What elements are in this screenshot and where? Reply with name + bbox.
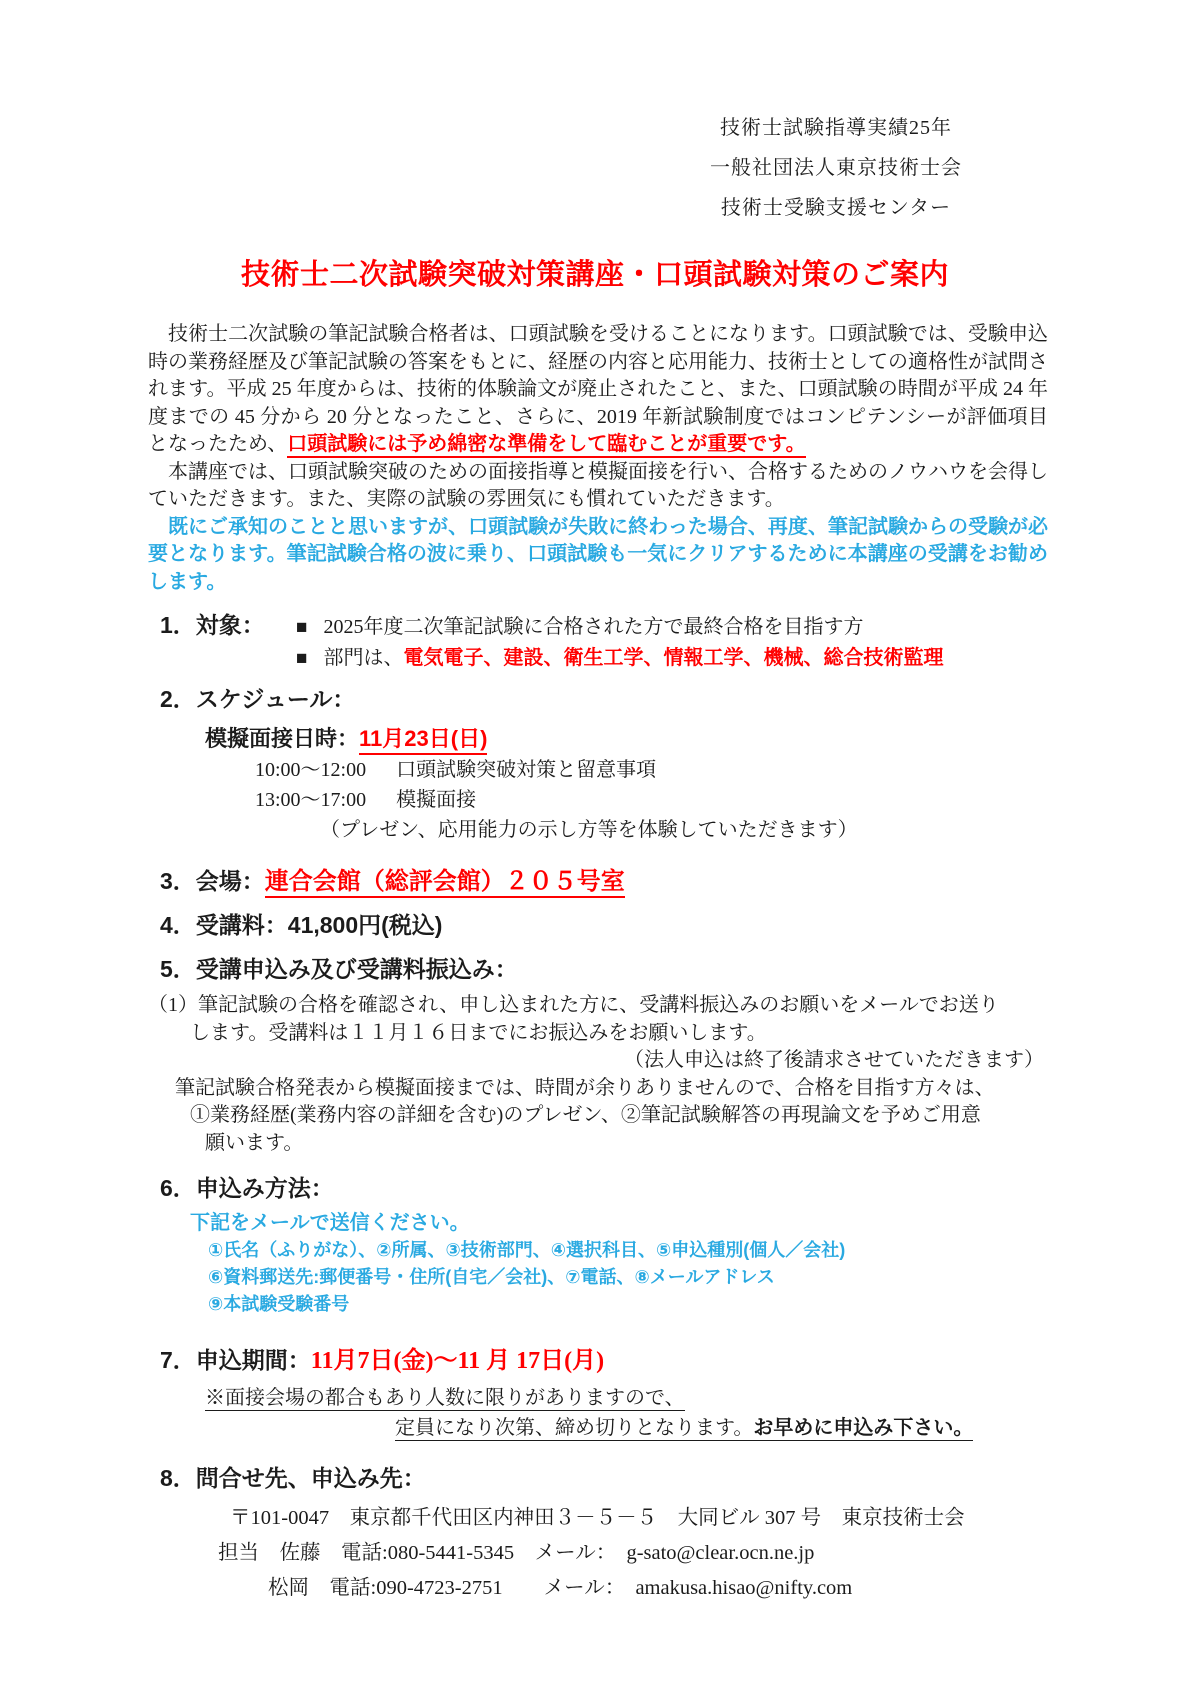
section-6-item: ⑥資料郵送先:郵便番号・住所(自宅／会社)、⑦電話、⑧メールアドレス — [208, 1267, 775, 1287]
section-7-note-1 — [205, 1383, 1048, 1413]
section-8-contact — [148, 1463, 1048, 1606]
schedule-desc: 口頭試験突破対策と留意事項 — [396, 759, 657, 781]
section-3-venue — [148, 861, 1048, 896]
schedule-note: （プレゼン、応用能力の示し方等を体験していただきます） — [320, 819, 858, 841]
letterhead-line-2: 一般社団法人東京技術士会 — [710, 157, 962, 179]
section-1-heading: 1．対象： — [160, 612, 265, 638]
section-1-departments-red: 電気電子、建設、衛生工学、情報工学、機械、総合技術監理 — [403, 647, 944, 669]
section-1-row-2 — [296, 643, 1048, 674]
square-bullet-icon: ■ — [296, 648, 308, 669]
schedule-row — [255, 755, 1048, 785]
letterhead — [710, 108, 962, 228]
page-title: 技術士二次試験突破対策講座・口頭試験対策のご案内 — [240, 259, 949, 291]
intro-p1-red-emphasis: 口頭試験には予め綿密な準備をして臨むことが重要です。 — [287, 433, 805, 458]
section-2-heading: 2．スケジュール： — [160, 686, 356, 712]
section-8-heading: 8．問合せ先、申込み先： — [160, 1465, 426, 1491]
intro-paragraph-1 — [148, 321, 1048, 459]
section-7-note-2-bold: お早めに申込み下さい。 — [753, 1417, 974, 1439]
section-5-line-6: 願います。 — [205, 1131, 304, 1154]
venue-name-red: 連合会館（総評会館）２０５号室 — [265, 868, 625, 898]
intro-paragraph-3-blue: 既にご承知のことと思いますが、口頭試験が失敗に終わった場合、再度、筆記試験からの受験が必要となります。筆記試験合格の波に乗り、口頭試験も一気にクリアするために本講座の受講をお勧めします。 — [148, 515, 1048, 593]
section-5-heading: 5．受講申込み及び受講料振込み： — [160, 956, 518, 982]
section-7-heading: 7．申込期間： — [160, 1347, 311, 1373]
contact-address: 〒101-0047 東京都千代田区内神田３－５－５ 大同ビル 307 号 東京技術士会 — [230, 1507, 965, 1529]
section-3-heading: 3．会場： — [160, 868, 265, 894]
section-5-corporate-note: （法人申込は終了後請求させていただきます） — [624, 1049, 1044, 1071]
section-1-target — [148, 610, 1048, 674]
contact-person-1: 担当 佐藤 電話:080-5441-5345 メール： g-sato@clear.ocn.ne.jp — [218, 1542, 815, 1564]
mock-interview-date-value: 11月23日(日) — [359, 726, 487, 755]
section-5-line-4: 筆記試験合格発表から模擬面接までは、時間が余りありませんので、合格を目指す方々は、 — [175, 1076, 995, 1099]
intro-paragraph-2: 本講座では、口頭試験突破のための面接指導と模擬面接を行い、合格するためのノウハウを会得していただきます。また、実際の試験の雰囲気にも慣れていただきます。 — [148, 460, 1048, 510]
letterhead-line-1: 技術士試験指導実績25年 — [720, 117, 952, 139]
schedule-time: 10:00～12:00 — [255, 759, 367, 781]
section-1-item-1: 2025年度二次筆記試験に合格された方で最終合格を目指す方 — [323, 616, 864, 638]
schedule-desc: 模擬面接 — [396, 789, 477, 811]
mock-interview-date-label: 模擬面接日時： — [205, 726, 360, 751]
section-6-intro-blue: 下記をメールで送信ください。 — [190, 1212, 470, 1234]
application-period-red: 11月7日(金)～11 月 17日(月) — [310, 1348, 605, 1374]
contact-person-2: 松岡 電話:090-4723-2751 メール： amakusa.hisao@nifty.com — [268, 1577, 853, 1599]
section-7-note-2 — [395, 1413, 1048, 1443]
section-4-fee — [148, 910, 1048, 940]
section-6-item: ⑨本試験受験番号 — [208, 1294, 350, 1314]
letterhead-line-3: 技術士受験支援センター — [720, 197, 952, 219]
section-7-heading-line — [148, 1340, 1048, 1375]
section-6-item: ①氏名（ふりがな）、②所属、③技術部門、④選択科目、⑤申込種別(個人／会社) — [208, 1240, 846, 1260]
mock-interview-date-line — [205, 722, 1048, 755]
intro-p1-text: 技術士二次試験の筆記試験合格者は、口頭試験を受けることになります。口頭試験では、受験申込時の業務経歴及び筆記試験の答案をもとに、経歴の内容と応用能力、技術士としての適格性が試問されます。平成 25 年度からは、技術的体験論文が廃止されたこと、また、口頭試験の時間が平成 24 年度までの 45 分から 20 分となったこと、さらに、2019 年新試験制度ではコンピテンシーが評価項目となったため、 — [148, 323, 1048, 455]
section-5-line-1: （1）筆記試験の合格を確認され、申し込まれた方に、受講料振込みのお願いをメールでお送り — [148, 994, 999, 1016]
section-7-note-2-text — [395, 1417, 973, 1441]
section-6-heading: 6．申込み方法： — [160, 1175, 334, 1201]
section-1-row-1 — [148, 610, 1048, 643]
section-4-heading: 4．受講料：41,800円(税込) — [160, 912, 443, 938]
section-6-how-to-apply — [148, 1173, 1048, 1318]
section-7-note-2-normal: 定員になり次第、締め切りとなります。 — [395, 1417, 754, 1439]
section-1-item-2-prefix: 部門は、 — [323, 647, 404, 669]
schedule-time: 13:00～17:00 — [255, 789, 367, 811]
section-2-schedule — [148, 684, 1048, 845]
section-7-application-period — [148, 1340, 1048, 1443]
section-5-line-2: します。受講料は１１月１６日までにお振込みをお願いします。 — [190, 1021, 767, 1044]
section-5-application-payment — [148, 954, 1048, 1157]
section-5-line-5: ①業務経歴(業務内容の詳細を含む)のプレゼン、②筆記試験解答の再現論文を予めご用意 — [190, 1104, 981, 1126]
square-bullet-icon: ■ — [296, 617, 308, 638]
section-1-item-2 — [323, 643, 943, 674]
document-body — [148, 321, 1048, 1606]
section-7-note-1-text: ※面接会場の都合もあり人数に限りがありますので、 — [205, 1387, 685, 1409]
schedule-row — [255, 785, 1048, 815]
